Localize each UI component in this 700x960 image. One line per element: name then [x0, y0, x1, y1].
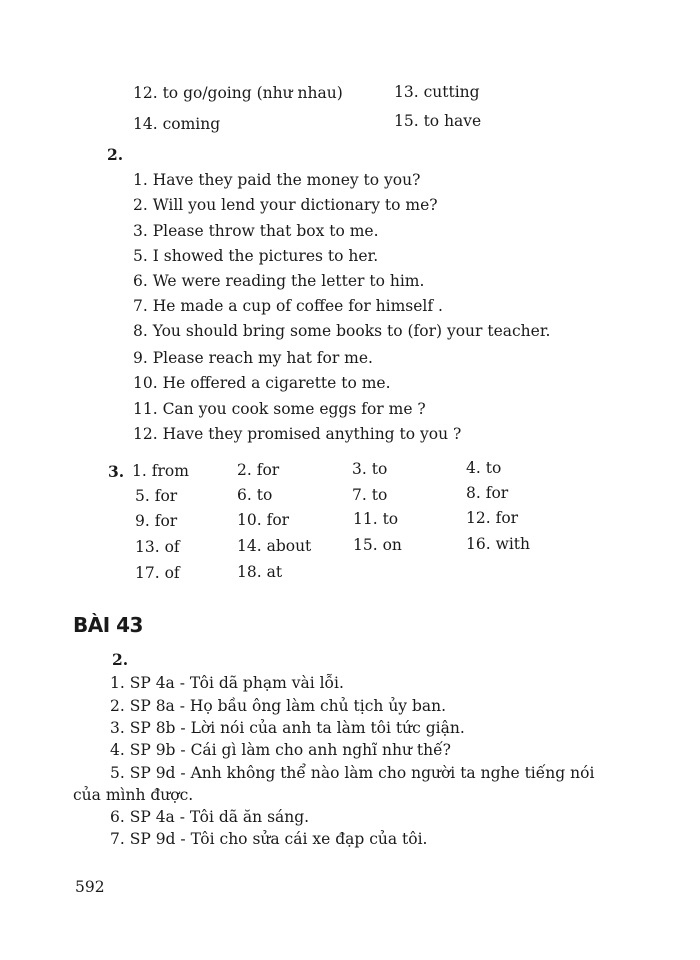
- part-3-cell: 18. at: [237, 563, 283, 581]
- answer-1-15: 15. to have: [394, 112, 482, 130]
- section-43-item: 2. SP 8a - Họ bầu ông làm chủ tịch ủy ban.: [110, 697, 447, 715]
- part-2-item: 1. Have they paid the money to you?: [133, 171, 421, 189]
- part-3-cell: 12. for: [466, 509, 519, 527]
- part-3-cell: 16. with: [466, 535, 531, 553]
- part-3-cell: 5. for: [135, 487, 178, 505]
- part-3-cell: 8. for: [466, 484, 509, 502]
- answer-1-14: 14. coming: [133, 115, 221, 133]
- part-3-label: 3.: [108, 462, 125, 481]
- part-3-cell: 7. to: [352, 486, 388, 504]
- part-3-cell: 4. to: [466, 459, 502, 477]
- section-title: BÀI 43: [73, 613, 143, 637]
- part-3-cell: 15. on: [353, 536, 402, 554]
- part-2-item: 12. Have they promised anything to you ?: [133, 425, 462, 443]
- part-2-item: 5. I showed the pictures to her.: [133, 247, 379, 265]
- part-3-cell: 3. to: [352, 460, 388, 478]
- part-3-cell: 13. of: [135, 538, 180, 556]
- part-3-cell: 14. about: [237, 537, 312, 555]
- section-43-item: 1. SP 4a - Tôi dã phạm vài lỗi.: [110, 674, 344, 692]
- part-2-item: 2. Will you lend your dictionary to me?: [133, 196, 438, 214]
- part-3-cell: 2. for: [237, 461, 280, 479]
- part-2-item: 8. You should bring some books to (for) your teacher.: [133, 322, 551, 340]
- part-3-cell: 11. to: [353, 510, 399, 528]
- part-2-item: 10. He offered a cigarette to me.: [133, 374, 391, 392]
- section-43-item-continued: của mình được.: [73, 786, 194, 804]
- part-3-cell: 6. to: [237, 486, 273, 504]
- part-2-item: 9. Please reach my hat for me.: [133, 349, 373, 367]
- part-2-label: 2.: [107, 145, 124, 164]
- part-2-item: 6. We were reading the letter to him.: [133, 272, 425, 290]
- section-43-item: 6. SP 4a - Tôi dã ăn sáng.: [110, 808, 310, 826]
- section-43-item: 5. SP 9d - Anh không thể nào làm cho người ta nghe tiếng nói: [110, 764, 595, 782]
- section-43-part-2-label: 2.: [112, 650, 129, 669]
- part-2-item: 3. Please throw that box to me.: [133, 222, 379, 240]
- answer-1-12: 12. to go/going (như nhau): [133, 84, 343, 102]
- part-2-item: 11. Can you cook some eggs for me ?: [133, 400, 426, 418]
- part-3-cell: 9. for: [135, 512, 178, 530]
- part-2-item: 7. He made a cup of coffee for himself .: [133, 297, 443, 315]
- answer-1-13: 13. cutting: [394, 83, 480, 101]
- section-43-item: 7. SP 9d - Tôi cho sửa cái xe đạp của tôi.: [110, 830, 428, 848]
- section-43-item: 4. SP 9b - Cái gì làm cho anh nghĩ như thế?: [110, 741, 451, 759]
- part-3-cell: 17. of: [135, 564, 180, 582]
- part-3-cell: 10. for: [237, 511, 290, 529]
- part-3-cell: 1. from: [132, 462, 189, 480]
- page-number: 592: [75, 878, 105, 896]
- section-43-item: 3. SP 8b - Lời nói của anh ta làm tôi tức giận.: [110, 719, 465, 737]
